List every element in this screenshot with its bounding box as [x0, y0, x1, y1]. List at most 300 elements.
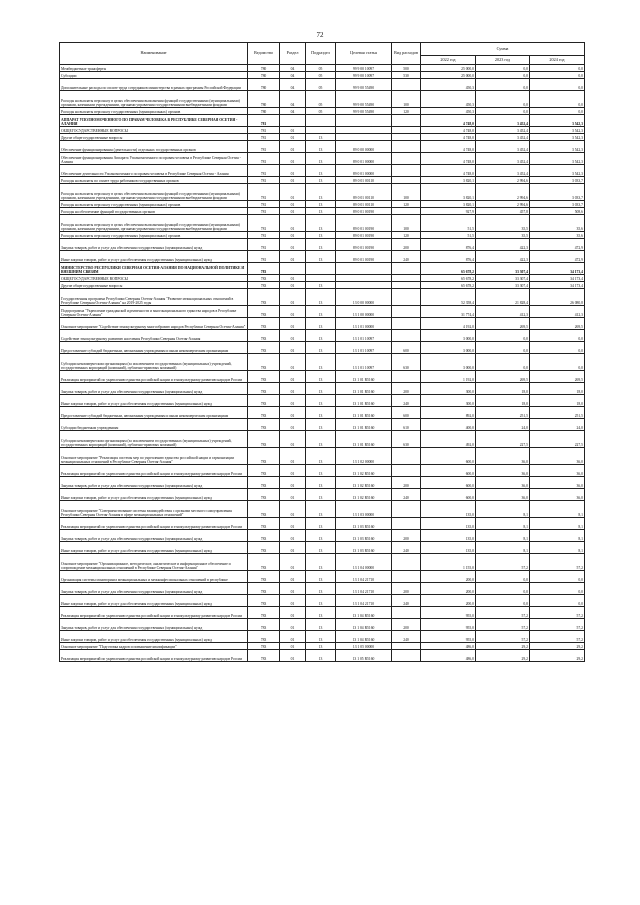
- cell-2022: 892,0: [421, 407, 476, 419]
- cell-target: 13 1 05 00000: [336, 643, 392, 650]
- cell-2024: 36,0: [530, 489, 585, 501]
- cell-section: 01: [280, 530, 306, 542]
- table-row: [60, 184, 585, 201]
- cell-name: Основное мероприятие "Реализация системы мер по укреплению единства российской нации и гармонизации межнациональных отношений в Республике Северная Осетия-Алания": [60, 448, 248, 465]
- table-row: [60, 201, 585, 208]
- cell-2024: 0,0: [530, 330, 585, 342]
- cell-name: Реализация мероприятий по укреплению единства российской нации и этнокультурному развитию народов России: [60, 371, 248, 383]
- cell-ministry: 780: [248, 108, 280, 115]
- cell-name: Закупка товаров, работ и услуг для обеспечения государственных (муниципальных) нужд: [60, 239, 248, 251]
- cell-target: 13 1 03 R5160: [336, 530, 392, 542]
- cell-subsection: 05: [306, 79, 336, 91]
- cell-target: 89 0 00 00000: [336, 141, 392, 153]
- cell-ministry: 783: [248, 448, 280, 465]
- cell-subsection: [306, 115, 336, 127]
- cell-2024: 0,0: [530, 571, 585, 583]
- cell-ministry: 783: [248, 650, 280, 662]
- cell-2024: 57,2: [530, 631, 585, 643]
- cell-name: Основное мероприятие "Содействие этнокультурному многообразию народов Республики Северная Осетия-Алания": [60, 318, 248, 330]
- cell-target: 13 1 04 R5160: [336, 619, 392, 631]
- cell-expense-type: [392, 330, 421, 342]
- cell-2023: 2 994,6: [476, 184, 530, 201]
- cell-expense-type: 120: [392, 201, 421, 208]
- cell-section: 01: [280, 431, 306, 448]
- table-row: [60, 108, 585, 115]
- cell-target: 13 1 02 R5160: [336, 465, 392, 477]
- cell-2022: 135,0: [421, 501, 476, 518]
- cell-subsection: 13: [306, 407, 336, 419]
- cell-subsection: 13: [306, 342, 336, 354]
- table-row: [60, 342, 585, 354]
- cell-name: Закупка товаров, работ и услуг для обеспечения государственных (муниципальных) нужд: [60, 477, 248, 489]
- cell-ministry: 783: [248, 318, 280, 330]
- cell-2023: 3 452,4: [476, 141, 530, 153]
- cell-section: 01: [280, 134, 306, 141]
- cell-section: 01: [280, 419, 306, 431]
- cell-ministry: 781: [248, 184, 280, 201]
- cell-subsection: 13: [306, 465, 336, 477]
- cell-2023: 457,8: [476, 208, 530, 215]
- cell-expense-type: 120: [392, 108, 421, 115]
- cell-expense-type: 200: [392, 239, 421, 251]
- cell-subsection: 05: [306, 65, 336, 72]
- cell-2024: 3 542,3: [530, 127, 585, 134]
- cell-expense-type: 240: [392, 542, 421, 554]
- cell-expense-type: [392, 465, 421, 477]
- cell-section: 01: [280, 282, 306, 289]
- cell-expense-type: [392, 127, 421, 134]
- cell-target: 13 1 00 00000: [336, 306, 392, 318]
- cell-target: 89 0 01 00110: [336, 177, 392, 184]
- cell-target: 89 0 01 00000: [336, 153, 392, 165]
- cell-expense-type: [392, 165, 421, 177]
- cell-2022: 300,0: [421, 395, 476, 407]
- cell-2022: 600,0: [421, 489, 476, 501]
- cell-2024: 35,6: [530, 232, 585, 239]
- cell-section: 04: [280, 72, 306, 79]
- table-row: [60, 282, 585, 289]
- cell-target: 89 0 01 00110: [336, 201, 392, 208]
- cell-2022: 876,4: [421, 251, 476, 263]
- table-row: [60, 275, 585, 282]
- table-row: [60, 501, 585, 518]
- cell-2023: 0,0: [476, 354, 530, 371]
- cell-2024: 18,0: [530, 383, 585, 395]
- cell-section: 01: [280, 619, 306, 631]
- cell-2022: 4 748,0: [421, 134, 476, 141]
- cell-ministry: 783: [248, 407, 280, 419]
- cell-2022: 3 000,0: [421, 342, 476, 354]
- cell-2022: 300,0: [421, 383, 476, 395]
- cell-subsection: 13: [306, 177, 336, 184]
- cell-2023: 2 994,6: [476, 201, 530, 208]
- cell-section: 01: [280, 448, 306, 465]
- cell-target: 13 1 01 R5160: [336, 395, 392, 407]
- cell-2022: 25 000,0: [421, 65, 476, 72]
- cell-target: 89 0 01 00190: [336, 215, 392, 232]
- cell-expense-type: [392, 306, 421, 318]
- cell-section: 01: [280, 595, 306, 607]
- cell-section: 01: [280, 318, 306, 330]
- table-row: [60, 239, 585, 251]
- cell-target: 89 0 01 00190: [336, 208, 392, 215]
- cell-2024: 29,2: [530, 650, 585, 662]
- cell-2024: 269,5: [530, 371, 585, 383]
- cell-2024: 0,0: [530, 108, 585, 115]
- table-row: [60, 571, 585, 583]
- cell-target: 13 1 02 R5160: [336, 477, 392, 489]
- cell-2023: 33 307,4: [476, 263, 530, 275]
- table-row: [60, 91, 585, 108]
- table-row: [60, 465, 585, 477]
- table-row: [60, 177, 585, 184]
- cell-ministry: 781: [248, 251, 280, 263]
- cell-subsection: 13: [306, 141, 336, 153]
- cell-2022: 135,0: [421, 518, 476, 530]
- cell-section: 01: [280, 489, 306, 501]
- cell-name: Государственная программа Республики Северная Осетия-Алания "Развитие межнациональных отношений в Республике Северная Осетия-Алания" на 2019-2025 годы: [60, 289, 248, 306]
- cell-name: ОБЩЕГОСУДАРСТВЕННЫЕ ВОПРОСЫ: [60, 275, 248, 282]
- cell-name: Основное мероприятие "Подготовка кадров и повышение квалификации": [60, 643, 248, 650]
- cell-2022: 65 678,2: [421, 263, 476, 275]
- cell-2022: 4 748,0: [421, 141, 476, 153]
- cell-ministry: 781: [248, 141, 280, 153]
- cell-2023: 422,3: [476, 251, 530, 263]
- cell-name: Расходы на выплаты персоналу государственных (муниципальных) органов: [60, 108, 248, 115]
- cell-ministry: 781: [248, 232, 280, 239]
- cell-target: 13 1 02 00000: [336, 448, 392, 465]
- cell-expense-type: [392, 115, 421, 127]
- cell-ministry: 783: [248, 354, 280, 371]
- cell-expense-type: 240: [392, 631, 421, 643]
- cell-target: 13 1 01 10097: [336, 342, 392, 354]
- cell-subsection: 13: [306, 583, 336, 595]
- table-row: [60, 208, 585, 215]
- cell-2024: 24,0: [530, 419, 585, 431]
- cell-subsection: 13: [306, 571, 336, 583]
- cell-name: Обеспечение функционирования (деятельности) отдельных государственных органов: [60, 141, 248, 153]
- cell-2024: 36,0: [530, 477, 585, 489]
- cell-expense-type: 200: [392, 477, 421, 489]
- cell-subsection: 13: [306, 530, 336, 542]
- cell-2024: 0,0: [530, 91, 585, 108]
- cell-target: 13 0 00 00000: [336, 289, 392, 306]
- table-row: [60, 232, 585, 239]
- cell-2023: 3 452,4: [476, 153, 530, 165]
- cell-subsection: 13: [306, 201, 336, 208]
- cell-section: 01: [280, 215, 306, 232]
- cell-section: 01: [280, 251, 306, 263]
- cell-2023: 24,0: [476, 419, 530, 431]
- cell-target: [336, 263, 392, 275]
- cell-name: Субсидии: [60, 72, 248, 79]
- cell-section: 01: [280, 571, 306, 583]
- cell-subsection: 13: [306, 153, 336, 165]
- cell-target: 13 1 03 R5160: [336, 542, 392, 554]
- cell-expense-type: [392, 275, 421, 282]
- header-2024: 2024 год: [530, 56, 585, 65]
- table-row: [60, 631, 585, 643]
- cell-subsection: 13: [306, 395, 336, 407]
- cell-section: 04: [280, 91, 306, 108]
- cell-ministry: 780: [248, 91, 280, 108]
- cell-expense-type: [392, 177, 421, 184]
- cell-name: Иные закупки товаров, работ и услуг для обеспечения государственных (муниципальных) нужд: [60, 489, 248, 501]
- cell-name: Содействие этнокультурному развитию населения Республики Северная Осетия-Алания: [60, 330, 248, 342]
- cell-2022: 51,5: [421, 215, 476, 232]
- cell-ministry: 781: [248, 239, 280, 251]
- cell-2022: 52 358,4: [421, 289, 476, 306]
- cell-target: [336, 134, 392, 141]
- cell-name: Расходы на обеспечение функций государственных органов: [60, 208, 248, 215]
- cell-target: 13 1 04 00000: [336, 554, 392, 571]
- cell-name: Реализация мероприятий по укреплению единства российской нации и этнокультурному развитию народов России: [60, 518, 248, 530]
- cell-subsection: 13: [306, 354, 336, 371]
- cell-expense-type: [392, 289, 421, 306]
- cell-ministry: 783: [248, 530, 280, 542]
- cell-target: 13 1 04 21710: [336, 595, 392, 607]
- cell-ministry: 783: [248, 289, 280, 306]
- cell-expense-type: 200: [392, 383, 421, 395]
- cell-2024: 0,0: [530, 354, 585, 371]
- cell-name: Обеспечение деятельности Уполномоченного по правам человека в Республике Северная Осетия - Алания: [60, 165, 248, 177]
- cell-2024: 3 542,3: [530, 165, 585, 177]
- cell-name: Иные закупки товаров, работ и услуг для обеспечения государственных (муниципальных) нужд: [60, 251, 248, 263]
- cell-name: Расходы на выплаты персоналу в целях обеспечения выполнения функций государственными (муниципальными) органами, казенными учреждениями, органами управления государственными внебюджетными фондами: [60, 215, 248, 232]
- cell-expense-type: [392, 141, 421, 153]
- cell-expense-type: 630: [392, 354, 421, 371]
- cell-target: [336, 127, 392, 134]
- cell-target: 13 1 04 R5160: [336, 631, 392, 643]
- cell-2022: 600,0: [421, 448, 476, 465]
- cell-target: 13 1 03 00000: [336, 501, 392, 518]
- cell-2024: 472,9: [530, 251, 585, 263]
- cell-2024: 508,6: [530, 208, 585, 215]
- cell-name: Иные закупки товаров, работ и услуг для обеспечения государственных (муниципальных) нужд: [60, 595, 248, 607]
- cell-ministry: 781: [248, 127, 280, 134]
- table-row: [60, 153, 585, 165]
- cell-section: [280, 263, 306, 275]
- cell-2022: 65 678,2: [421, 282, 476, 289]
- cell-2024: 0,0: [530, 65, 585, 72]
- cell-expense-type: [392, 448, 421, 465]
- cell-ministry: 783: [248, 619, 280, 631]
- cell-section: 01: [280, 201, 306, 208]
- cell-subsection: 13: [306, 554, 336, 571]
- cell-ministry: 783: [248, 477, 280, 489]
- cell-ministry: 783: [248, 489, 280, 501]
- cell-2024: 3 033,7: [530, 184, 585, 201]
- table-row: [60, 643, 585, 650]
- cell-2023: 18,0: [476, 383, 530, 395]
- cell-subsection: [306, 127, 336, 134]
- cell-section: 01: [280, 631, 306, 643]
- cell-2023: 3 452,4: [476, 115, 530, 127]
- cell-subsection: 13: [306, 383, 336, 395]
- cell-2022: 3 000,0: [421, 330, 476, 342]
- table-row: [60, 65, 585, 72]
- cell-ministry: 783: [248, 395, 280, 407]
- cell-target: 89 0 01 00190: [336, 251, 392, 263]
- cell-name: ОБЩЕГОСУДАРСТВЕННЫЕ ВОПРОСЫ: [60, 127, 248, 134]
- cell-subsection: 13: [306, 595, 336, 607]
- cell-expense-type: 100: [392, 215, 421, 232]
- cell-expense-type: 100: [392, 184, 421, 201]
- cell-name: Иные закупки товаров, работ и услуг для обеспечения государственных (муниципальных) нужд: [60, 542, 248, 554]
- cell-2024: 3 542,3: [530, 141, 585, 153]
- cell-ministry: 783: [248, 275, 280, 282]
- cell-subsection: 13: [306, 431, 336, 448]
- table-row: [60, 354, 585, 371]
- cell-2024: 35,6: [530, 215, 585, 232]
- cell-ministry: 783: [248, 542, 280, 554]
- cell-2024: 29,2: [530, 643, 585, 650]
- cell-2023: 3 452,4: [476, 134, 530, 141]
- cell-2022: 135,0: [421, 542, 476, 554]
- cell-2024: 36,0: [530, 448, 585, 465]
- table-row: [60, 134, 585, 141]
- cell-subsection: 13: [306, 306, 336, 318]
- cell-section: 01: [280, 232, 306, 239]
- cell-2023: 0,0: [476, 108, 530, 115]
- cell-expense-type: 240: [392, 251, 421, 263]
- cell-subsection: 13: [306, 251, 336, 263]
- cell-2023: 269,5: [476, 371, 530, 383]
- cell-2022: 135,0: [421, 530, 476, 542]
- cell-expense-type: 120: [392, 232, 421, 239]
- cell-subsection: 13: [306, 448, 336, 465]
- cell-2022: 3 820,1: [421, 201, 476, 208]
- cell-name: Организация системы мониторинга межнациональных и межконфессиональных отношений в республике: [60, 571, 248, 583]
- cell-2022: 955,0: [421, 631, 476, 643]
- cell-section: 04: [280, 108, 306, 115]
- cell-2022: 3 820,1: [421, 184, 476, 201]
- cell-name: Субсидии некоммерческим организациям (за исключением государственных (муниципальных) учреждений, государственных корпораций (компаний), публично-правовых компаний): [60, 431, 248, 448]
- table-row: [60, 530, 585, 542]
- cell-ministry: 780: [248, 79, 280, 91]
- cell-section: 04: [280, 79, 306, 91]
- table-row: [60, 619, 585, 631]
- cell-2023: 33 307,4: [476, 275, 530, 282]
- cell-subsection: [306, 263, 336, 275]
- header-expense-type: Вид расходов: [392, 43, 421, 65]
- cell-ministry: 781: [248, 208, 280, 215]
- cell-ministry: 780: [248, 72, 280, 79]
- cell-2024: 36,0: [530, 465, 585, 477]
- cell-name: Расходы на выплаты персоналу в целях обеспечения выполнения функций государственными (муниципальными) органами, казенными учреждениями, органами управления государственными внебюджетными фондами: [60, 91, 248, 108]
- cell-section: [280, 115, 306, 127]
- cell-2023: 29,2: [476, 650, 530, 662]
- cell-subsection: 05: [306, 72, 336, 79]
- header-2023: 2023 год: [476, 56, 530, 65]
- cell-expense-type: [392, 518, 421, 530]
- cell-2022: 31 774,4: [421, 306, 476, 318]
- header-target: Целевая статья: [336, 43, 392, 65]
- cell-section: 01: [280, 650, 306, 662]
- cell-2024: 8,1: [530, 501, 585, 518]
- cell-name: АППАРАТ УПОЛНОМОЧЕННОГО ПО ПРАВАМ ЧЕЛОВЕКА В РЕСПУБЛИКЕ СЕВЕРНАЯ ОСЕТИЯ - АЛАНИЯ: [60, 115, 248, 127]
- cell-expense-type: 200: [392, 619, 421, 631]
- cell-2022: 876,4: [421, 239, 476, 251]
- cell-expense-type: 500: [392, 65, 421, 72]
- cell-section: 01: [280, 141, 306, 153]
- cell-subsection: 13: [306, 318, 336, 330]
- cell-name: Подпрограмма "Укрепление гражданской идентичности и многонационального единства народов в Республике Северная Осетия-Алания": [60, 306, 248, 318]
- cell-ministry: 783: [248, 330, 280, 342]
- cell-2023: 0,0: [476, 91, 530, 108]
- cell-name: Закупка товаров, работ и услуг для обеспечения государственных (муниципальных) нужд: [60, 619, 248, 631]
- cell-target: 13 1 04 21710: [336, 583, 392, 595]
- cell-target: 13 1 04 21710: [336, 571, 392, 583]
- header-2022: 2022 год: [421, 56, 476, 65]
- table-row: [60, 542, 585, 554]
- cell-expense-type: [392, 650, 421, 662]
- cell-2022: 600,0: [421, 465, 476, 477]
- cell-name: МИНИСТЕРСТВО РЕСПУБЛИКИ СЕВЕРНАЯ ОСЕТИЯ-АЛАНИЯ ПО НАЦИОНАЛЬНОЙ ПОЛИТИКЕ И ВНЕШНИМ СВЯЗЯМ: [60, 263, 248, 275]
- cell-section: 01: [280, 554, 306, 571]
- cell-expense-type: [392, 318, 421, 330]
- cell-name: Закупка товаров, работ и услуг для обеспечения государственных (муниципальных) нужд: [60, 383, 248, 395]
- cell-subsection: 13: [306, 489, 336, 501]
- cell-2022: 4 748,0: [421, 165, 476, 177]
- cell-ministry: 783: [248, 342, 280, 354]
- cell-2023: 0,0: [476, 330, 530, 342]
- cell-target: 13 1 01 10097: [336, 354, 392, 371]
- budget-table: [59, 42, 585, 662]
- cell-ministry: 783: [248, 431, 280, 448]
- cell-name: Иные закупки товаров, работ и услуг для обеспечения государственных (муниципальных) нужд: [60, 631, 248, 643]
- cell-name: Дополнительные расходы по оплате труда сотрудников министерства в рамках программы Российской Федерации: [60, 79, 248, 91]
- cell-expense-type: [392, 371, 421, 383]
- cell-expense-type: [392, 153, 421, 165]
- cell-target: 13 1 05 R5160: [336, 650, 392, 662]
- cell-2024: 412,3: [530, 306, 585, 318]
- cell-target: 89 0 01 00190: [336, 239, 392, 251]
- cell-2024: 227,5: [530, 431, 585, 448]
- cell-expense-type: [392, 79, 421, 91]
- cell-subsection: 13: [306, 208, 336, 215]
- cell-ministry: 780: [248, 65, 280, 72]
- cell-target: [336, 282, 392, 289]
- table-row: [60, 330, 585, 342]
- cell-target: 13 1 01 R5160: [336, 371, 392, 383]
- cell-subsection: 13: [306, 631, 336, 643]
- cell-2023: 0,0: [476, 79, 530, 91]
- cell-expense-type: 600: [392, 342, 421, 354]
- table-row: [60, 419, 585, 431]
- table-row: [60, 141, 585, 153]
- cell-section: 01: [280, 208, 306, 215]
- table-row: [60, 115, 585, 127]
- cell-target: 89 0 01 00110: [336, 184, 392, 201]
- table-row: [60, 72, 585, 79]
- cell-ministry: 783: [248, 465, 280, 477]
- table-row: [60, 477, 585, 489]
- cell-section: 01: [280, 127, 306, 134]
- cell-subsection: 13: [306, 165, 336, 177]
- table-row: [60, 165, 585, 177]
- cell-2024: 3 542,3: [530, 153, 585, 165]
- cell-ministry: 781: [248, 134, 280, 141]
- cell-2023: 269,5: [476, 318, 530, 330]
- cell-2023: 422,3: [476, 239, 530, 251]
- cell-subsection: 13: [306, 184, 336, 201]
- cell-name: Основное мероприятие "Организационное, методическое, аналитическое и информационное обеспечение и сопровождение межнациональных отношений в Республике Северная Осетия-Алания": [60, 554, 248, 571]
- cell-ministry: 783: [248, 501, 280, 518]
- page-number: 72: [316, 31, 324, 39]
- cell-2022: 450,3: [421, 91, 476, 108]
- cell-section: 01: [280, 465, 306, 477]
